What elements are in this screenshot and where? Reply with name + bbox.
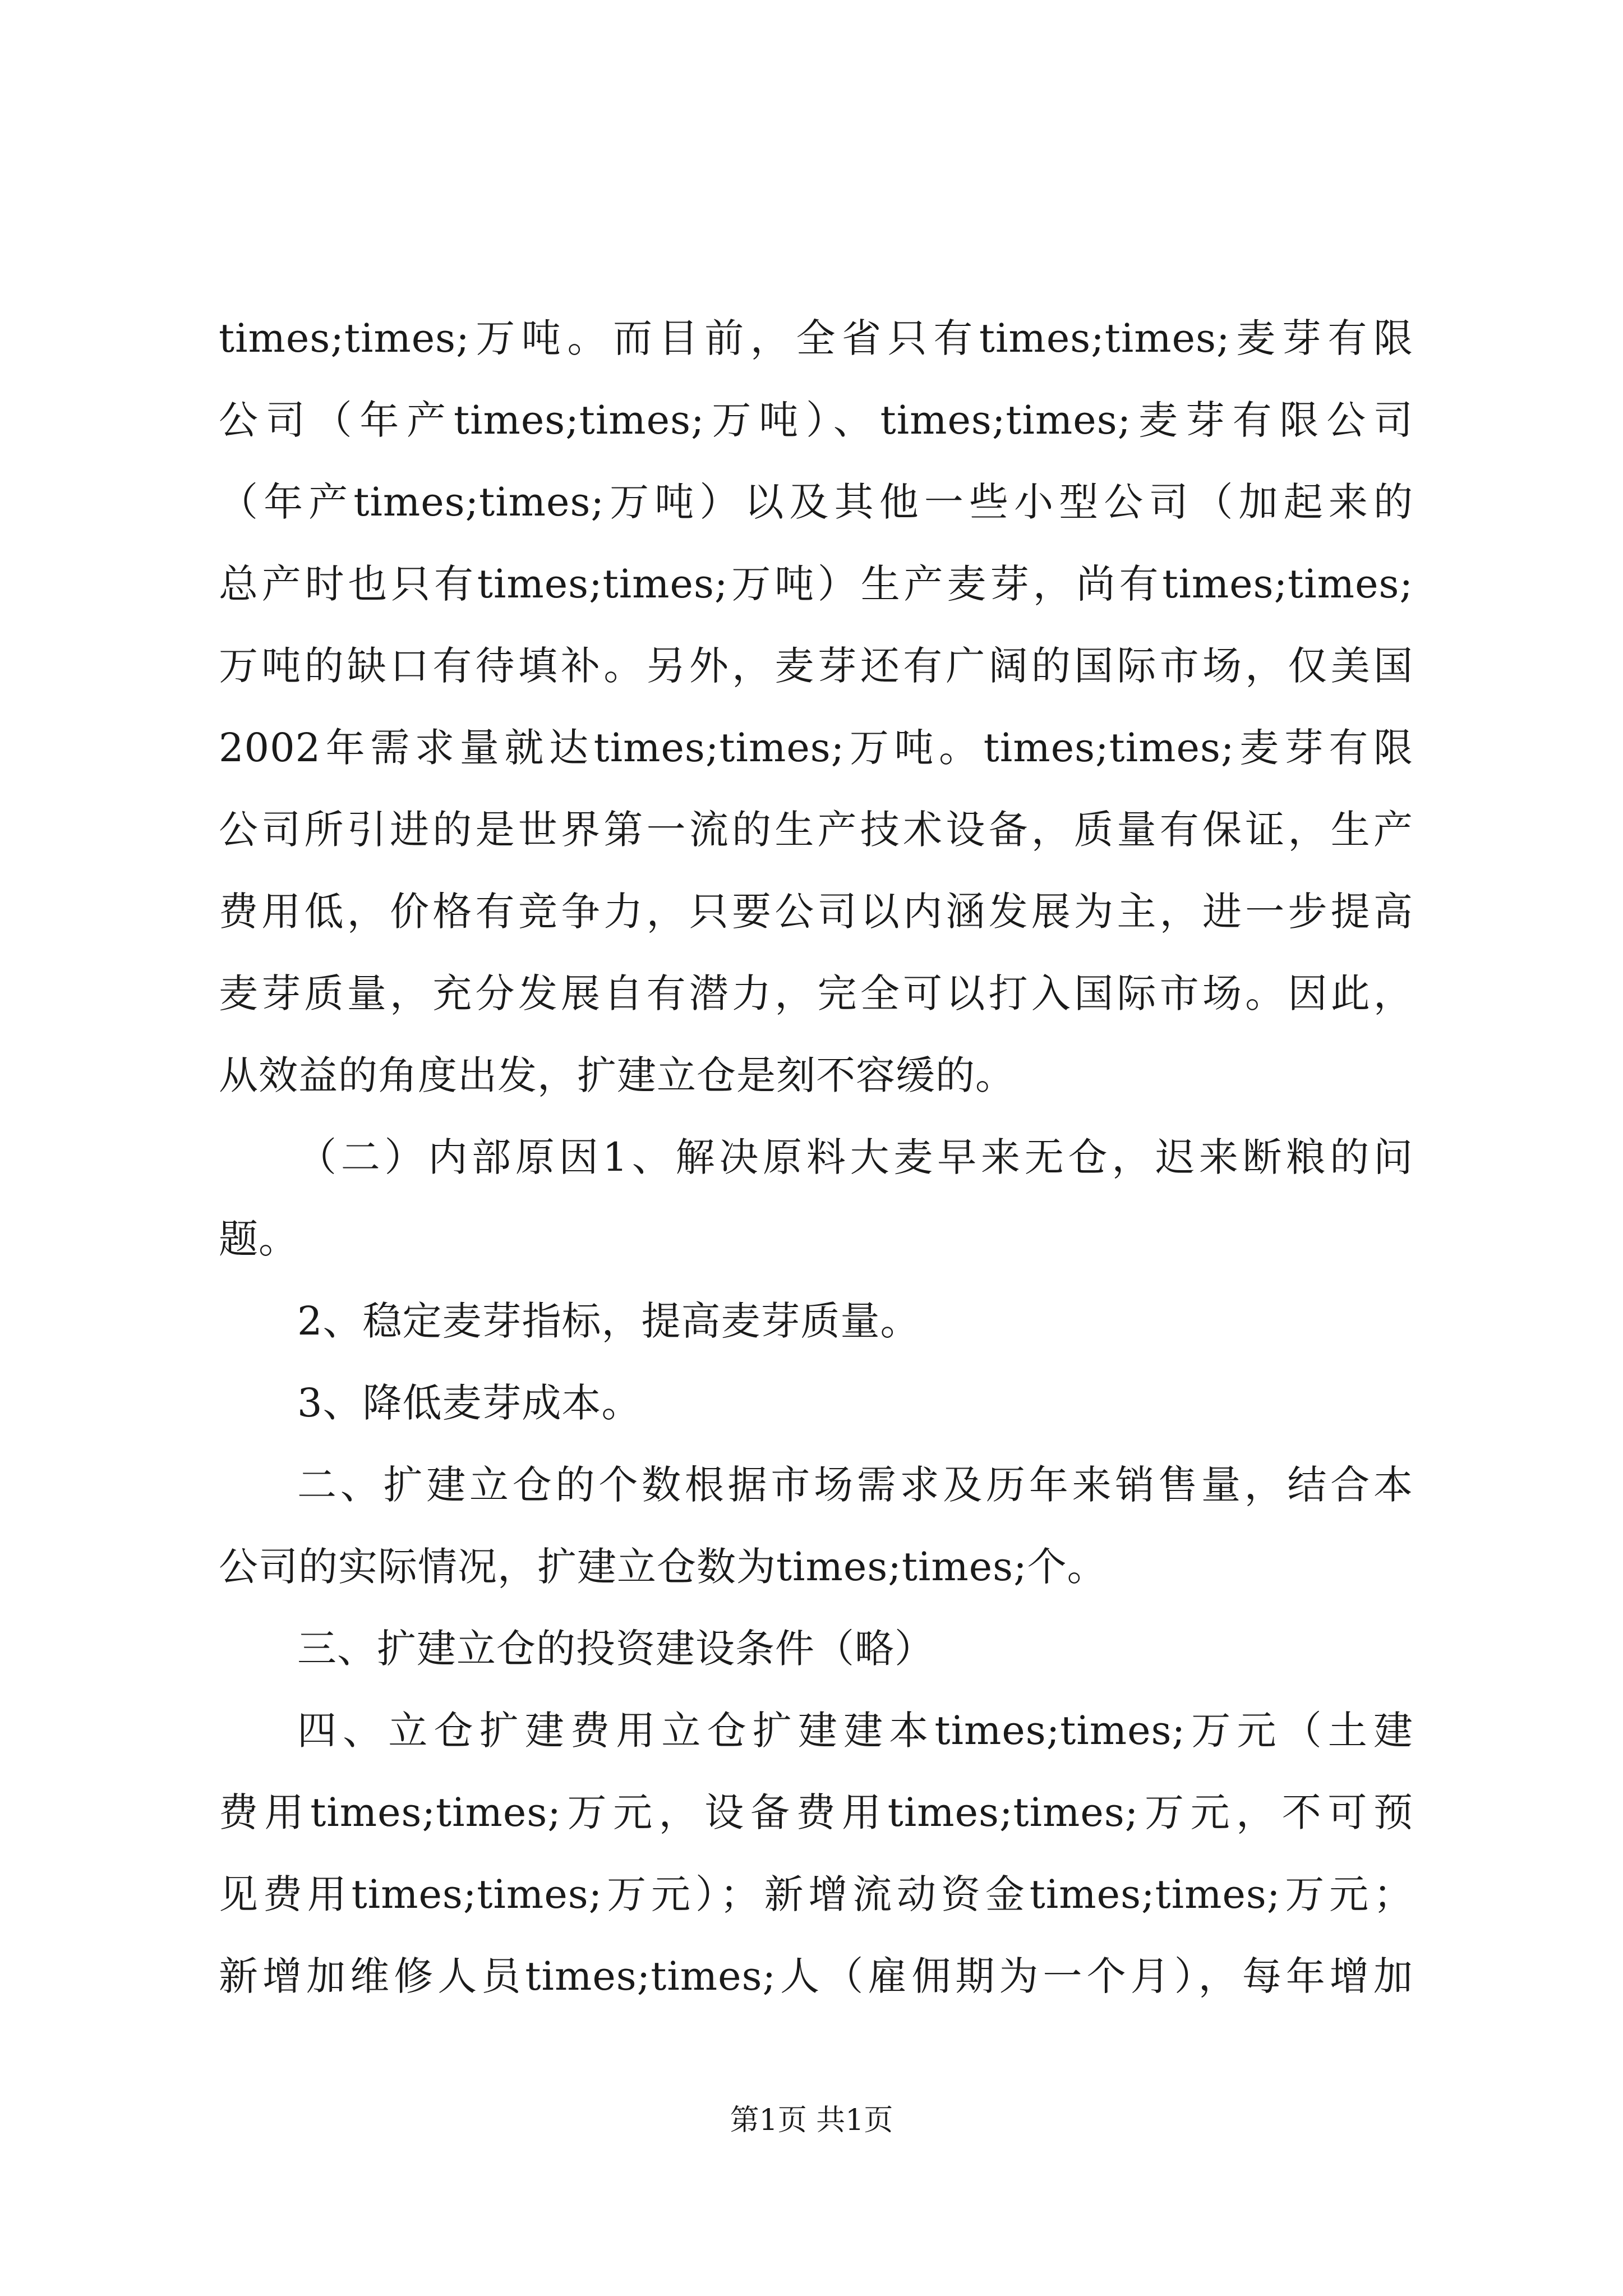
text-line: 从效益的角度出发，扩建立仓是刻不容缓的。 bbox=[219, 1052, 1015, 1098]
text-line: 新增加维修人员times;times;人（雇佣期为一个月），每年增加 bbox=[219, 1953, 1413, 1999]
text-line: （年产times;times;万吨）以及其他一些小型公司（加起来的 bbox=[219, 479, 1413, 525]
text-line: 公司的实际情况，扩建立仓数为times;times;个。 bbox=[219, 1544, 1107, 1590]
text-line: 费用times;times;万元，设备费用times;times;万元，不可预 bbox=[219, 1789, 1413, 1835]
text-line: 二、扩建立仓的个数根据市场需求及历年来销售量，结合本 bbox=[297, 1462, 1413, 1508]
text-line: 公司所引进的是世界第一流的生产技术设备，质量有保证，生产 bbox=[219, 807, 1413, 853]
text-line: 四、立仓扩建费用立仓扩建建本times;times;万元（土建 bbox=[297, 1708, 1413, 1754]
text-line: 总产时也只有times;times;万吨）生产麦芽，尚有times;times; bbox=[219, 561, 1413, 607]
text-line: 2、稳定麦芽指标，提高麦芽质量。 bbox=[297, 1298, 920, 1344]
text-line: 费用低，价格有竞争力，只要公司以内涵发展为主，进一步提高 bbox=[219, 889, 1413, 935]
text-line: 万吨的缺口有待填补。另外，麦芽还有广阔的国际市场，仅美国 bbox=[219, 643, 1413, 689]
text-line: 公司（年产times;times;万吨）、times;times;麦芽有限公司 bbox=[219, 397, 1413, 443]
text-line: 3、降低麦芽成本。 bbox=[297, 1380, 642, 1426]
text-line: 题。 bbox=[219, 1216, 298, 1262]
text-line: （二）内部原因1、解决原料大麦早来无仓，迟来断粮的问 bbox=[297, 1134, 1413, 1180]
document-body bbox=[219, 297, 1413, 2017]
text-line: 麦芽质量，充分发展自有潜力，完全可以打入国际市场。因此， bbox=[219, 970, 1413, 1016]
text-line: 三、扩建立仓的投资建设条件（略） bbox=[297, 1626, 934, 1672]
text-line: times;times;万吨。而目前，全省只有times;times;麦芽有限 bbox=[219, 315, 1413, 361]
page-number-footer: 第1页 共1页 bbox=[730, 2104, 893, 2137]
text-line: 2002年需求量就达times;times;万吨。times;times;麦芽有限 bbox=[219, 725, 1413, 771]
text-line: 见费用times;times;万元）；新增流动资金times;times;万元； bbox=[219, 1871, 1413, 1917]
